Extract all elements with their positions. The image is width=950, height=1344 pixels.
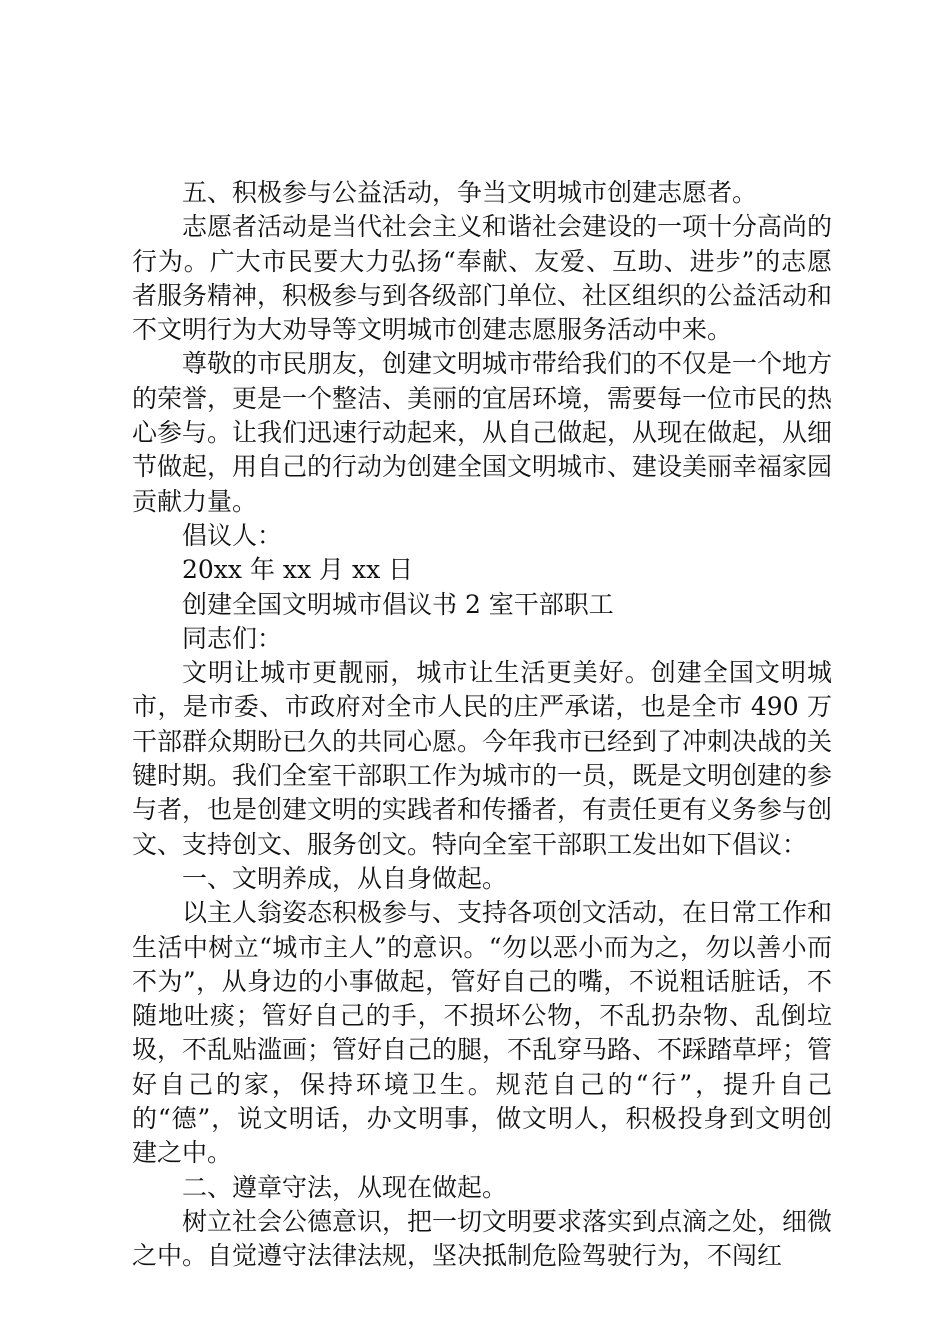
paragraph-section-2-body: 树立社会公德意识，把一切文明要求落实到点滴之处，细微之中。自觉遵守法律法规，坚决抵制危险驾驶行为，不闯红 [132,1206,833,1271]
paragraph-intro: 文明让城市更靓丽，城市让生活更美好。创建全国文明城市，是市委、市政府对全市人民的庄严承诺，也是全市 490 万干部群众期盼已久的共同心愿。今年我市已经到了冲刺决战的关键时期。我们全室干部职工作为城市的一员，既是文明创建的参与者，也是创建文明的实践者和传播者，有责任更有义务参与创文、支持创文、服务创文。特向全室干部职工发出如下倡议： [132,658,833,859]
paragraph-section-1-body: 以主人翁姿态积极参与、支持各项创文活动，在日常工作和生活中树立“城市主人”的意识。“勿以恶小而为之，勿以善小而不为”，从身边的小事做起，管好自己的嘴，不说粗话脏话，不随地吐痰；管好自己的手，不损坏公物，不乱扔杂物、乱倒垃圾，不乱贴滥画；管好自己的腿，不乱穿马路、不踩踏草坪；管好自己的家，保持环境卫生。规范自己的“行”，提升自己的“德”，说文明话，办文明事，做文明人，积极投身到文明创建之中。 [132,898,833,1168]
paragraph-section-5-heading: 五、积极参与公益活动，争当文明城市创建志愿者。 [182,178,758,207]
paragraph-section-2-heading: 二、遵章守法，从现在做起。 [182,1172,508,1202]
signature-date: 20xx 年 xx 月 xx 日 [182,555,414,585]
document-title-2: 创建全国文明城市倡议书 2 室干部职工 [182,589,614,619]
paragraph-volunteer: 志愿者活动是当代社会主义和谐社会建设的一项十分高尚的行为。广大市民要大力弘扬“奉献、友爱、互助、进步”的志愿者服务精神，积极参与到各级部门单位、社区组织的公益活动和不文明行为大劝导等文明城市创建志愿服务活动中来。 [132,212,833,345]
signature-initiator: 倡议人： [182,520,283,550]
salutation: 同志们： [182,623,283,653]
paragraph-section-1-heading: 一、文明养成，从自身做起。 [182,863,508,893]
paragraph-closing-appeal: 尊敬的市民朋友，创建文明城市带给我们的不仅是一个地方的荣誉，更是一个整洁、美丽的宜居环境，需要每一位市民的热心参与。让我们迅速行动起来，从自己做起，从现在做起，从细节做起，用自己的行动为创建全国文明城市、建设美丽幸福家园贡献力量。 [132,349,833,516]
document-body [132,176,832,1274]
